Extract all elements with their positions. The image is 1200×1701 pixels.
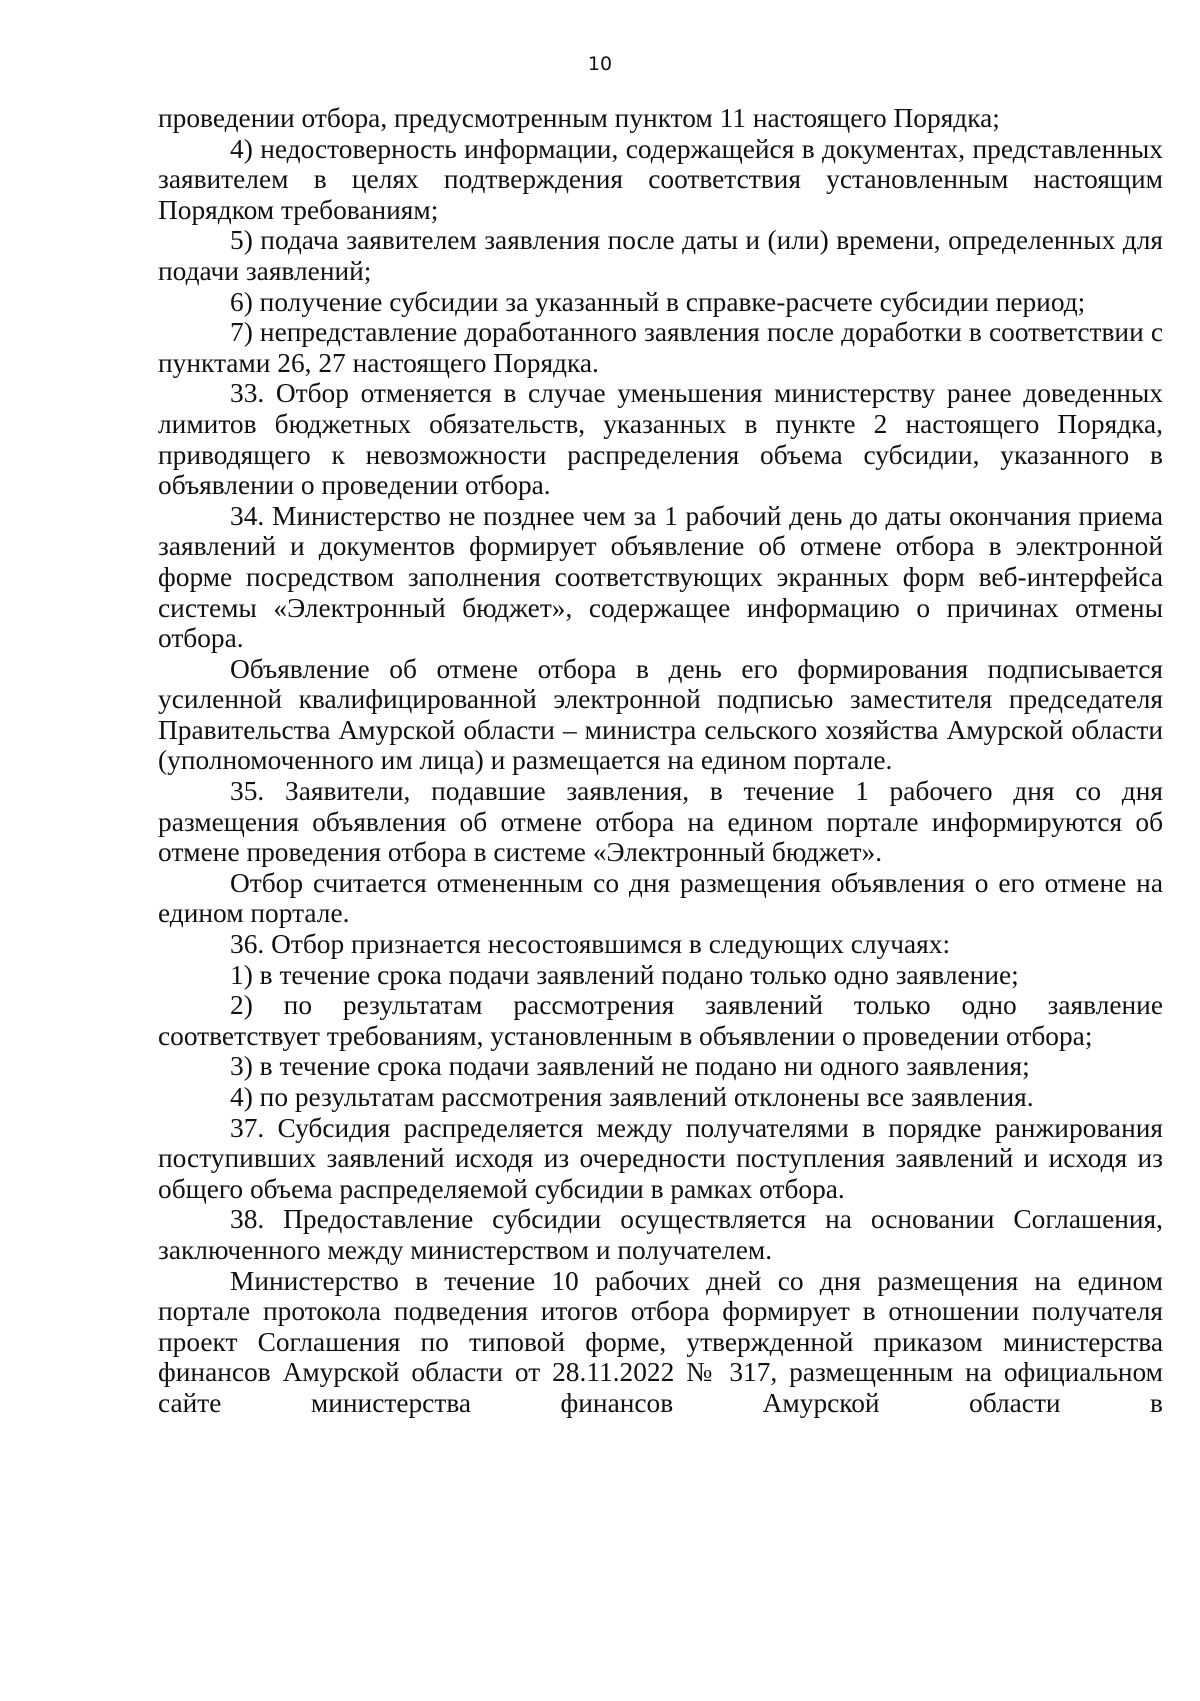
list-item: 4) по результатам рассмотрения заявлений отклонены все заявления. xyxy=(230,1082,1034,1112)
paragraph: 36. Отбор признается несостоявшимся в следующих случаях: xyxy=(230,929,951,960)
page-number: 10 xyxy=(587,53,613,75)
paragraph: 4) недостоверность информации, содержащейся в документах, представленных заявителем в целях подтверждения соответствия установленным настоящим Порядком требованиям; xyxy=(158,133,1163,225)
paragraph: 33. Отбор отменяется в случае уменьшения министерству ранее доведенных лимитов бюджетных обязательств, указанных в пункте 2 настоящего Порядка, приводящего к невозможности распределения объема субсидии, указанного в объявлении о проведении отбора. xyxy=(158,378,1163,501)
paragraph: Объявление об отмене отбора в день его формирования подписывается усиленной квалифицированной электронной подписью заместителя председателя Правительства Амурской области – министра сельского хозяйства Амурской области (уполномоченного им лица) и размещается на едином портале. xyxy=(158,653,1163,776)
paragraph: Отбор считается отмененным со дня размещения объявления о его отмене на едином портале. xyxy=(158,867,1163,929)
paragraph: 37. Субсидия распределяется между получателями в порядке ранжирования поступивших заявлений исходя из очередности поступления заявлений и исходя из общего объема распределяемой субсидии в рамках отбора. xyxy=(158,1112,1163,1204)
paragraph: Министерство в течение 10 рабочих дней со дня размещения на едином портале протокола подведения итогов отбора формирует в отношении получателя проект Соглашения по типовой форме, утвержденной приказом министерства финансов Амурской области от 28.11.2022 № 317, размещенным на официальном сайте министерства финансов Амурской области в xyxy=(158,1265,1163,1418)
paragraph: 7) непредставление доработанного заявления после доработки в соответствии с пунктами 26, 27 настоящего Порядка. xyxy=(158,317,1163,378)
paragraph: проведении отбора, предусмотренным пунктом 11 настоящего Порядка; xyxy=(158,103,1000,133)
list-item: 2) по результатам рассмотрения заявлений только одно заявление соответствует требованиям, установленным в объявлении о проведении отбора; xyxy=(158,990,1163,1051)
list-item: 3) в течение срока подачи заявлений не подано ни одного заявления; xyxy=(230,1051,1030,1082)
paragraph: 5) подача заявителем заявления после даты и (или) времени, определенных для подачи заявлений; xyxy=(158,225,1163,286)
body-text xyxy=(158,103,1163,1419)
paragraph: 38. Предоставление субсидии осуществляется на основании Соглашения, заключенного между министерством и получателем. xyxy=(158,1204,1163,1265)
list-item: 1) в течение срока подачи заявлений подано только одно заявление; xyxy=(230,959,1019,990)
paragraph: 35. Заявители, подавшие заявления, в течение 1 рабочего дня со дня размещения объявления об отмене отбора на едином портале информируются об отмене проведения отбора в системе «Электронный бюджет». xyxy=(158,776,1163,868)
paragraph: 6) получение субсидии за указанный в справке-расчете субсидии период; xyxy=(230,286,1086,317)
paragraph: 34. Министерство не позднее чем за 1 рабочий день до даты окончания приема заявлений и документов формирует объявление об отмене отбора в электронной форме посредством заполнения соответствующих экранных форм веб-интерфейса системы «Электронный бюджет», содержащее информацию о причинах отмены отбора. xyxy=(158,500,1163,654)
